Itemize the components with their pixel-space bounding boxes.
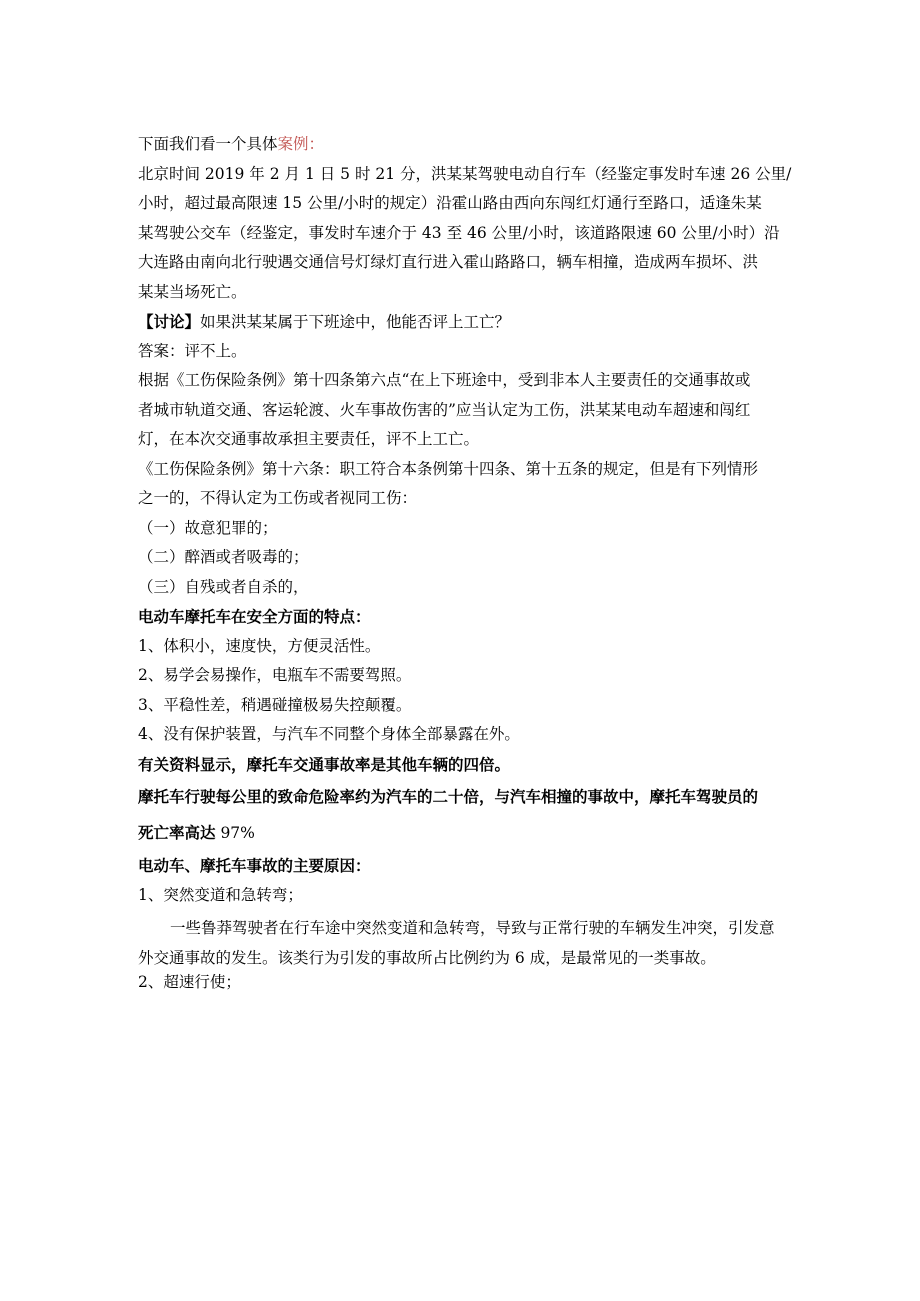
cause-title: 2、超速行使； — [138, 973, 241, 991]
case-line: 某驾驶公交车（经鉴定，事发时车速介于 43 至 46 公里/小时，该道路限速 60 公里/小时）沿 — [138, 223, 780, 242]
case-line: 某某当场死亡。 — [138, 282, 247, 301]
case-line: 北京时间 2019 年 2 月 1 日 5 时 21 分，洪某某驾驶电动自行车（经鉴定事发时车速 26 公里/ — [138, 164, 792, 183]
exclusion-item: （一）故意犯罪的； — [138, 518, 278, 537]
case-line: 小时，超过最高限速 15 公里/小时的规定）沿霍山路由西向东闯红灯通行至路口，适逢朱某 — [138, 194, 762, 212]
intro-highlight: 案例 — [277, 135, 309, 153]
features-heading: 电动车摩托车在安全方面的特点： — [138, 607, 371, 626]
article16-line: 《工伤保险条例》第十六条：职工符合本条例第十四条、第十五条的规定，但是有下列情形 — [138, 459, 759, 478]
document-body — [138, 130, 824, 994]
discussion-question: 如果洪某某属于下班途中，他能否评上工亡？ — [200, 313, 511, 331]
basis-line: 灯，在本次交通事故承担主要责任，评不上工亡。 — [138, 430, 480, 448]
cause-detail: 一些鲁莽驾驶者在行车途中突然变道和急转弯，导致与正常行驶的车辆发生冲突，引发意 — [170, 919, 775, 937]
intro-suffix: ： — [308, 135, 325, 153]
exclusion-item: （三）自残或者自杀的， — [138, 577, 309, 596]
article16-line: 之一的，不得认定为工伤或者视同工伤： — [138, 489, 418, 507]
stat-line — [138, 815, 824, 851]
answer-line: 答案：评不上。 — [138, 341, 247, 360]
causes-heading: 电动车、摩托车事故的主要原因： — [138, 856, 371, 875]
stat-line: 摩托车行驶每公里的致命危险率约为汽车的二十倍，与汽车相撞的事故中，摩托车驾驶员的 — [138, 787, 759, 806]
basis-line: 者城市轨道交通、客运轮渡、火车事故伤害的”应当认定为工伤，洪某某电动车超速和闯红 — [138, 400, 751, 419]
intro-prefix: 下面我们看一个具体 — [138, 135, 278, 153]
feature-item: 4、没有保护装置，与汽车不同整个身体全部暴露在外。 — [138, 725, 520, 743]
discussion-tag: 【讨论】 — [138, 312, 201, 331]
stat-line: 有关资料显示，摩托车交通事故率是其他车辆的四倍。 — [138, 754, 511, 774]
intro-line — [138, 130, 824, 160]
stat-value: 97% — [215, 824, 255, 842]
cause-detail: 外交通事故的发生。该类行为引发的事故所占比例约为 6 成，是最常见的一类事故。 — [138, 949, 716, 967]
basis-line: 根据《工伤保险条例》第十四条第六点“在上下班途中，受到非本人主要责任的交通事故或 — [138, 371, 751, 389]
exclusion-item: （二）醉酒或者吸毒的； — [138, 548, 309, 566]
discussion-line — [138, 307, 824, 337]
case-line: 大连路由南向北行驶遇交通信号灯绿灯直行进入霍山路路口，辆车相撞，造成两车损坏、洪 — [138, 253, 759, 271]
feature-item: 3、平稳性差，稍遇碰撞极易失控颠覆。 — [138, 695, 412, 714]
feature-item: 2、易学会易操作，电瓶车不需要驾照。 — [138, 666, 412, 684]
feature-item: 1、体积小，速度快，方便灵活性。 — [138, 636, 381, 655]
stat-bold-text: 死亡率高达 — [138, 823, 216, 842]
cause-title: 1、突然变道和急转弯； — [138, 885, 303, 904]
